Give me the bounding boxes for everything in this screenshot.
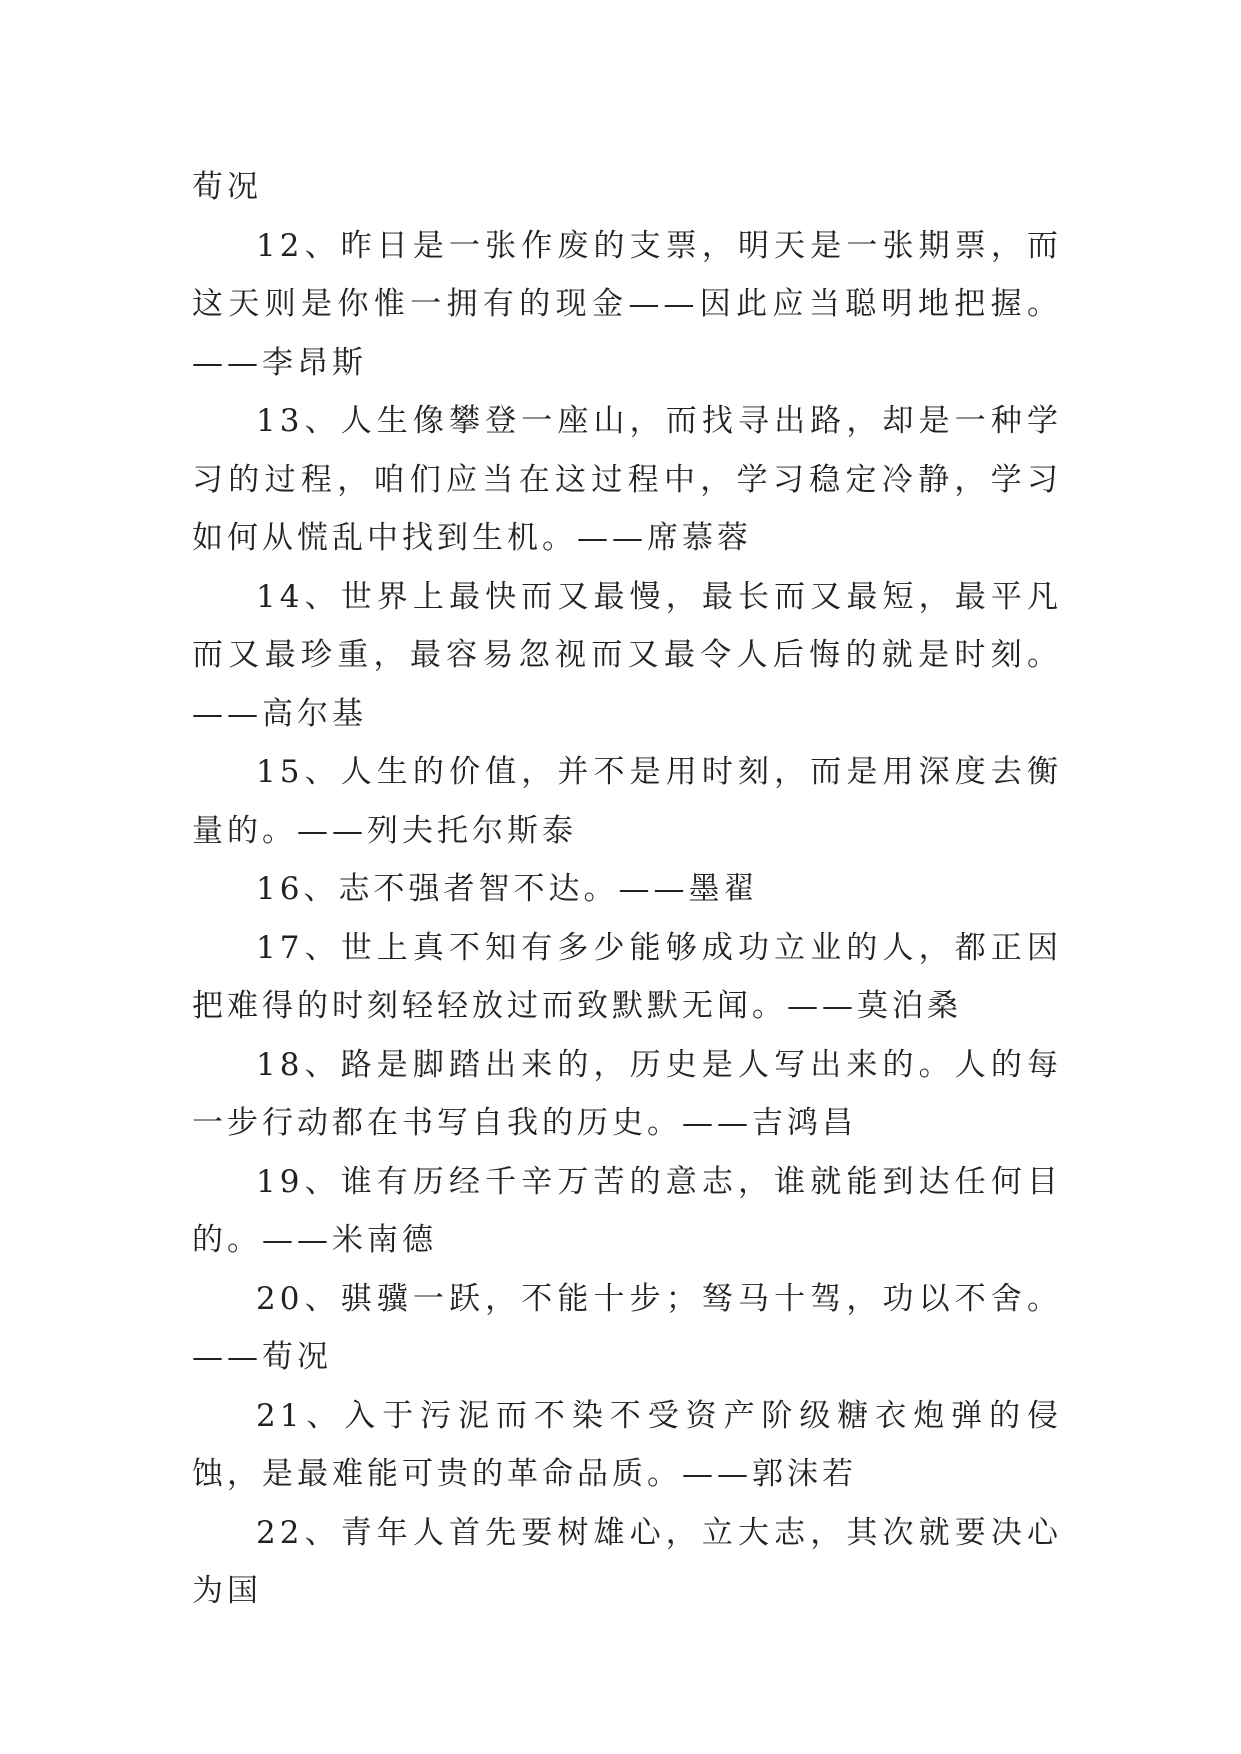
quote-paragraph-22: 22、青年人首先要树雄心，立大志，其次就要决心为国 (192, 1514, 1062, 1609)
quote-paragraph-15: 15、人生的价值，并不是用时刻，而是用深度去衡量的。——列夫托尔斯泰 (192, 754, 1062, 849)
quote-paragraph-20: 20、骐骥一跃，不能十步；驽马十驾，功以不舍。——荀况 (192, 1280, 1062, 1375)
quote-paragraph-19: 19、谁有历经千辛万苦的意志，谁就能到达任何目的。——米南德 (192, 1163, 1062, 1258)
paragraph-continuation: 荀况 (192, 169, 262, 205)
quote-paragraph-16: 16、志不强者智不达。——墨翟 (256, 871, 759, 907)
quote-paragraph-14: 14、世界上最快而又最慢，最长而又最短，最平凡而又最珍重，最容易忽视而又最令人后悔的就是时刻。——高尔基 (192, 578, 1062, 732)
quote-paragraph-12: 12、昨日是一张作废的支票，明天是一张期票，而这天则是你惟一拥有的现金——因此应当聪明地把握。——李昂斯 (192, 227, 1062, 381)
quote-paragraph-21: 21、入于污泥而不染不受资产阶级糖衣炮弹的侵蚀，是最难能可贵的革命品质。——郭沫若 (192, 1397, 1062, 1492)
quote-paragraph-13: 13、人生像攀登一座山，而找寻出路，却是一种学习的过程，咱们应当在这过程中，学习稳定冷静，学习如何从慌乱中找到生机。——席慕蓉 (192, 403, 1062, 556)
quote-paragraph-17: 17、世上真不知有多少能够成功立业的人，都正因把难得的时刻轻轻放过而致默默无闻。——莫泊桑 (192, 929, 1062, 1024)
document-body (192, 158, 1062, 1621)
quote-paragraph-18: 18、路是脚踏出来的，历史是人写出来的。人的每一步行动都在书写自我的历史。——吉鸿昌 (192, 1046, 1062, 1141)
